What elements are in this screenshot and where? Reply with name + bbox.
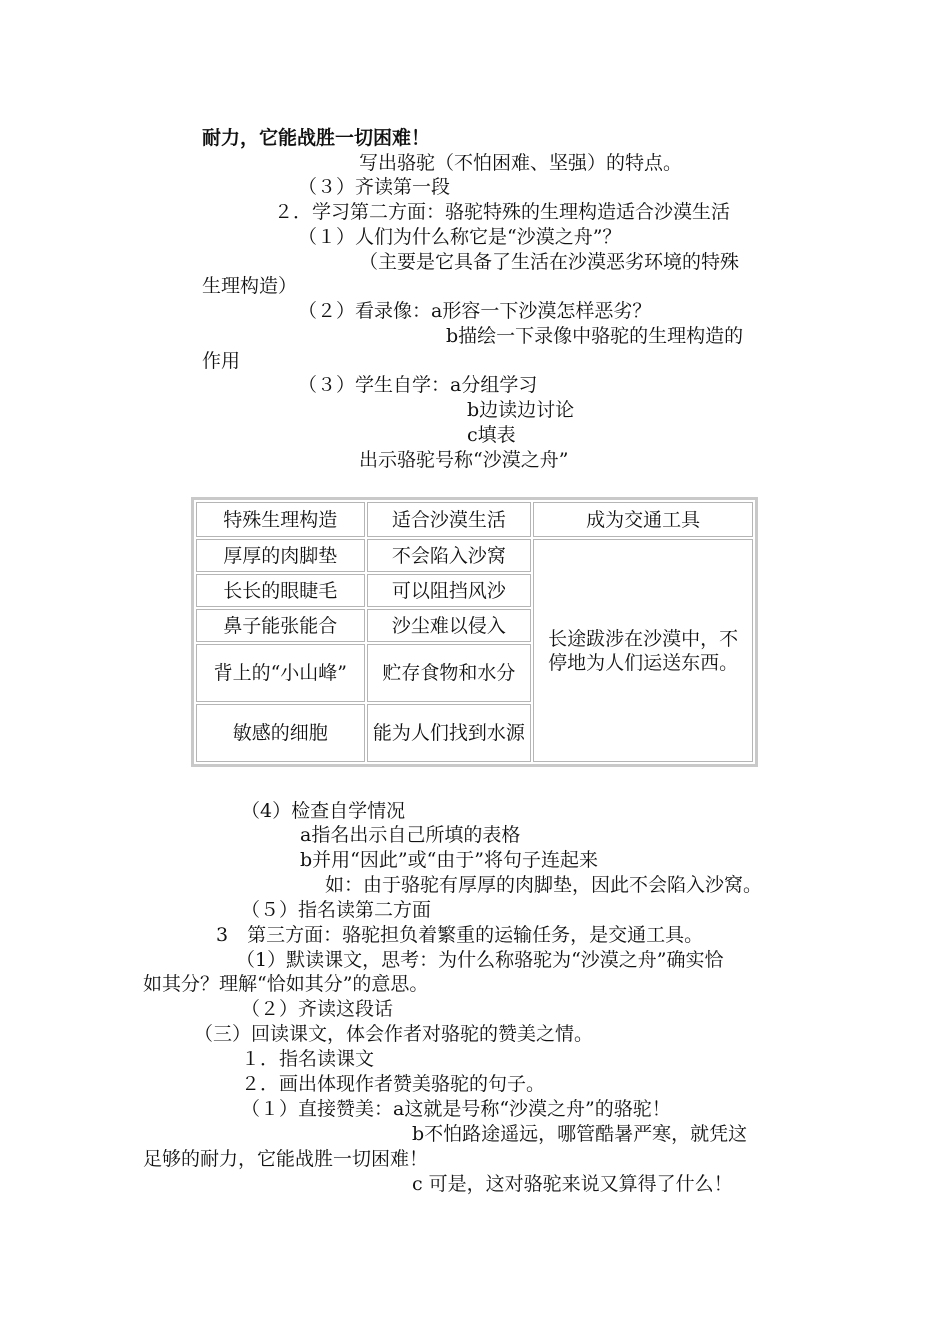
text-line-27: （１）直接赞美：a这就是号称“沙漠之舟”的骆驼！	[241, 1098, 671, 1120]
table-cell-adaptation: 贮存食物和水分	[367, 644, 532, 702]
text-line-9: b描绘一下录像中骆驼的生理构造的	[446, 325, 744, 347]
table-cell-transport: 长途跋涉在沙漠中，不停地为人们运送东西。	[533, 539, 753, 762]
table-cell-structure: 背上的“小山峰”	[196, 644, 365, 702]
text-line-17: b并用“因此”或“由于”将句子连起来	[300, 849, 599, 871]
text-line-14: 出示骆驼号称“沙漠之舟”	[359, 449, 569, 471]
text-line-26: ２．画出体现作者赞美骆驼的句子。	[241, 1073, 546, 1095]
text-line-8: （２）看录像：a形容一下沙漠怎样恶劣？	[298, 300, 652, 322]
table-header-cell: 特殊生理构造	[196, 502, 365, 537]
table-cell-adaptation: 沙尘难以侵入	[367, 609, 532, 642]
text-line-2: 写出骆驼（不怕困难、坚强）的特点。	[359, 152, 683, 174]
text-line-6: （主要是它具备了生活在沙漠恶劣环境的特殊	[359, 251, 740, 273]
text-line-5: （１）人们为什么称它是“沙漠之舟”？	[298, 226, 622, 248]
text-line-24: （三）回读课文，体会作者对骆驼的赞美之情。	[194, 1023, 594, 1045]
table-cell-adaptation: 不会陷入沙窝	[367, 539, 532, 572]
table-cell-structure: 敏感的细胞	[196, 704, 365, 762]
text-line-4: ２．学习第二方面：骆驼特殊的生理构造适合沙漠生活	[274, 201, 731, 223]
table-cell-structure: 鼻子能张能合	[196, 609, 365, 642]
text-line-3: （３）齐读第一段	[298, 176, 451, 198]
text-line-23: （２）齐读这段话	[241, 998, 394, 1020]
text-line-13: c填表	[467, 424, 516, 446]
text-line-15: （4）检查自学情况	[241, 800, 406, 822]
table-cell-structure: 厚厚的肉脚垫	[196, 539, 365, 572]
table-header-cell: 成为交通工具	[533, 502, 753, 537]
text-line-22: 如其分？理解“恰如其分”的意思。	[143, 973, 429, 995]
text-line-10: 作用	[202, 350, 241, 372]
text-line-20: 3 第三方面：骆驼担负着繁重的运输任务，是交通工具。	[216, 924, 704, 946]
text-line-11: （３）学生自学：a分组学习	[298, 374, 538, 396]
text-line-21: （1）默读课文，思考：为什么称骆驼为“沙漠之舟”确实恰	[236, 949, 724, 971]
text-line-18: 如：由于骆驼有厚厚的肉脚垫，因此不会陷入沙窝。	[325, 874, 763, 896]
text-line-30: c 可是，这对骆驼来说又算得了什么！	[412, 1173, 733, 1195]
text-line-25: １．指名读课文	[241, 1048, 375, 1070]
table-cell-adaptation: 可以阻挡风沙	[367, 574, 532, 607]
table-cell-structure: 长长的眼睫毛	[196, 574, 365, 607]
text-line-12: b边读边讨论	[467, 399, 575, 421]
text-line-7: 生理构造）	[202, 275, 298, 297]
text-line-1: 耐力，它能战胜一切困难！	[202, 127, 431, 149]
table-header-cell: 适合沙漠生活	[367, 502, 532, 537]
text-line-29: 足够的耐力，它能战胜一切困难！	[143, 1148, 429, 1170]
physiology-table	[191, 497, 758, 767]
table-cell-adaptation: 能为人们找到水源	[367, 704, 532, 762]
text-line-28: b不怕路途遥远，哪管酷暑严寒，就凭这	[412, 1123, 748, 1145]
text-line-16: a指名出示自己所填的表格	[300, 824, 521, 846]
text-line-19: （５）指名读第二方面	[241, 899, 432, 921]
